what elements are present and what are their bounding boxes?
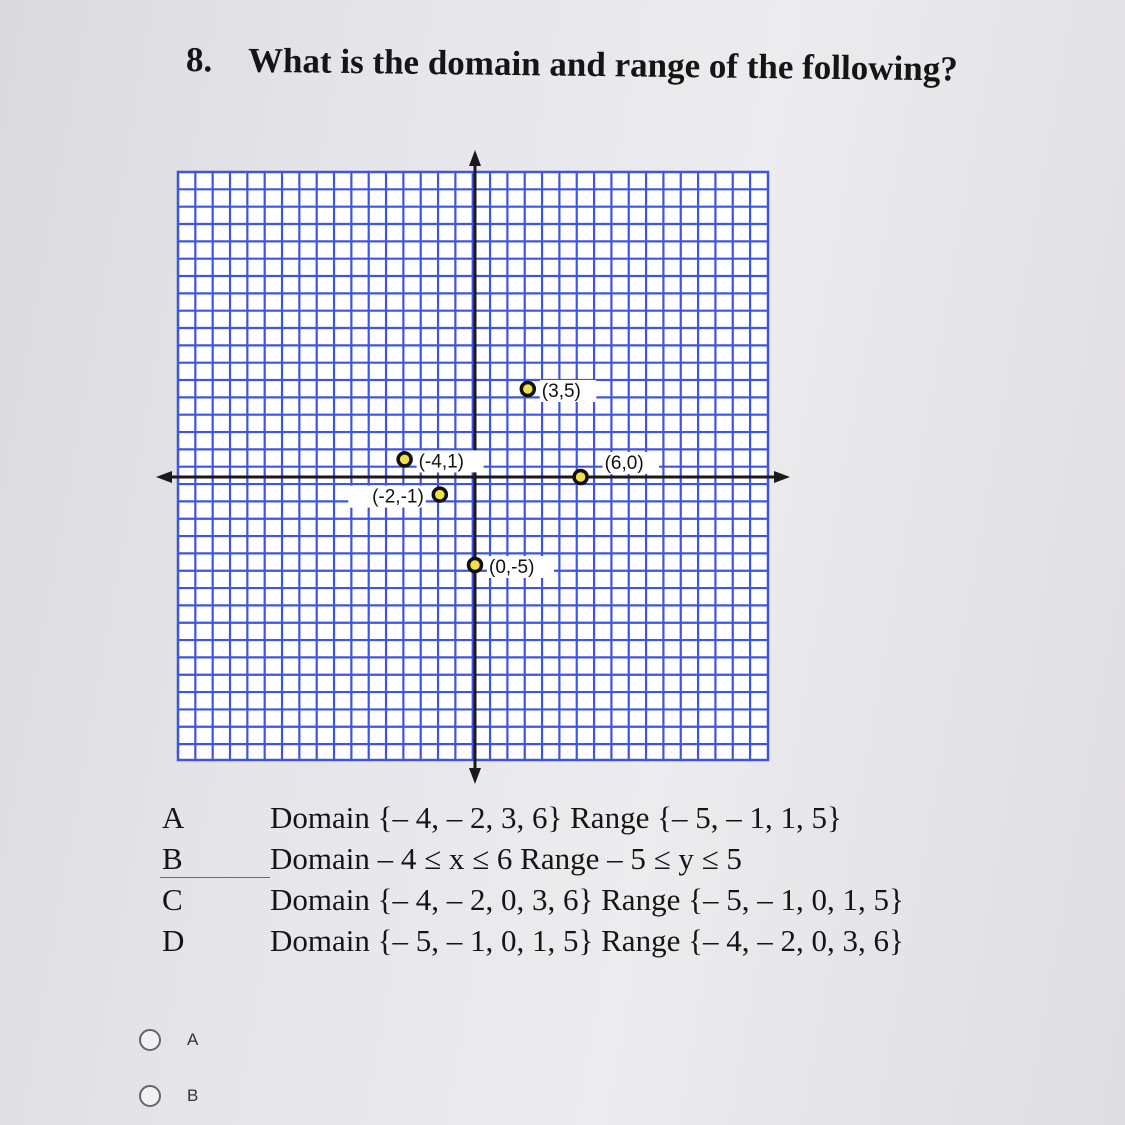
question-text: What is the domain and range of the following? bbox=[247, 40, 958, 89]
answer-option-a[interactable] bbox=[139, 1024, 198, 1056]
choice-text: Domain {– 4, – 2, 3, 6} Range {– 5, – 1, 1, 5} bbox=[270, 800, 842, 835]
question-number: 8. bbox=[185, 40, 213, 80]
choice-c bbox=[150, 882, 1010, 923]
point-label: (-2,-1) bbox=[372, 486, 424, 508]
choice-letter: C bbox=[162, 882, 183, 917]
point-label: (-4,1) bbox=[418, 451, 465, 473]
choice-letter: D bbox=[162, 923, 185, 958]
choice-letter: A bbox=[162, 800, 185, 835]
answer-option-b[interactable] bbox=[139, 1080, 198, 1112]
choice-b bbox=[150, 841, 1010, 882]
data-point bbox=[398, 453, 411, 466]
answer-label: A bbox=[187, 1030, 199, 1049]
point-label: (3,5) bbox=[541, 381, 581, 402]
choice-d bbox=[150, 923, 1010, 964]
choice-text: Domain {– 5, – 1, 0, 1, 5} Range {– 4, – 2, 0, 3, 6} bbox=[270, 923, 904, 958]
y-axis-arrow-up bbox=[469, 150, 481, 166]
data-point bbox=[469, 559, 482, 572]
data-point bbox=[521, 383, 534, 396]
x-axis-arrow-left bbox=[156, 471, 172, 483]
point-label: (0,-5) bbox=[489, 557, 535, 578]
data-point bbox=[574, 471, 587, 484]
choices-list bbox=[150, 800, 1010, 964]
choice-text: Domain {– 4, – 2, 0, 3, 6} Range {– 5, – 1, 0, 1, 5} bbox=[270, 882, 904, 917]
answer-label: B bbox=[187, 1086, 199, 1105]
choice-text: Domain – 4 ≤ x ≤ 6 Range – 5 ≤ y ≤ 5 bbox=[270, 841, 742, 876]
point-label: (6,0) bbox=[604, 453, 644, 474]
data-point bbox=[433, 488, 446, 501]
y-axis-arrow-down bbox=[469, 768, 481, 784]
radio-button[interactable] bbox=[139, 1029, 161, 1051]
choice-a bbox=[150, 800, 1010, 841]
choice-letter: B bbox=[162, 841, 183, 876]
separator-line bbox=[160, 877, 270, 878]
radio-button[interactable] bbox=[139, 1085, 161, 1107]
x-axis-arrow-right bbox=[774, 471, 790, 483]
